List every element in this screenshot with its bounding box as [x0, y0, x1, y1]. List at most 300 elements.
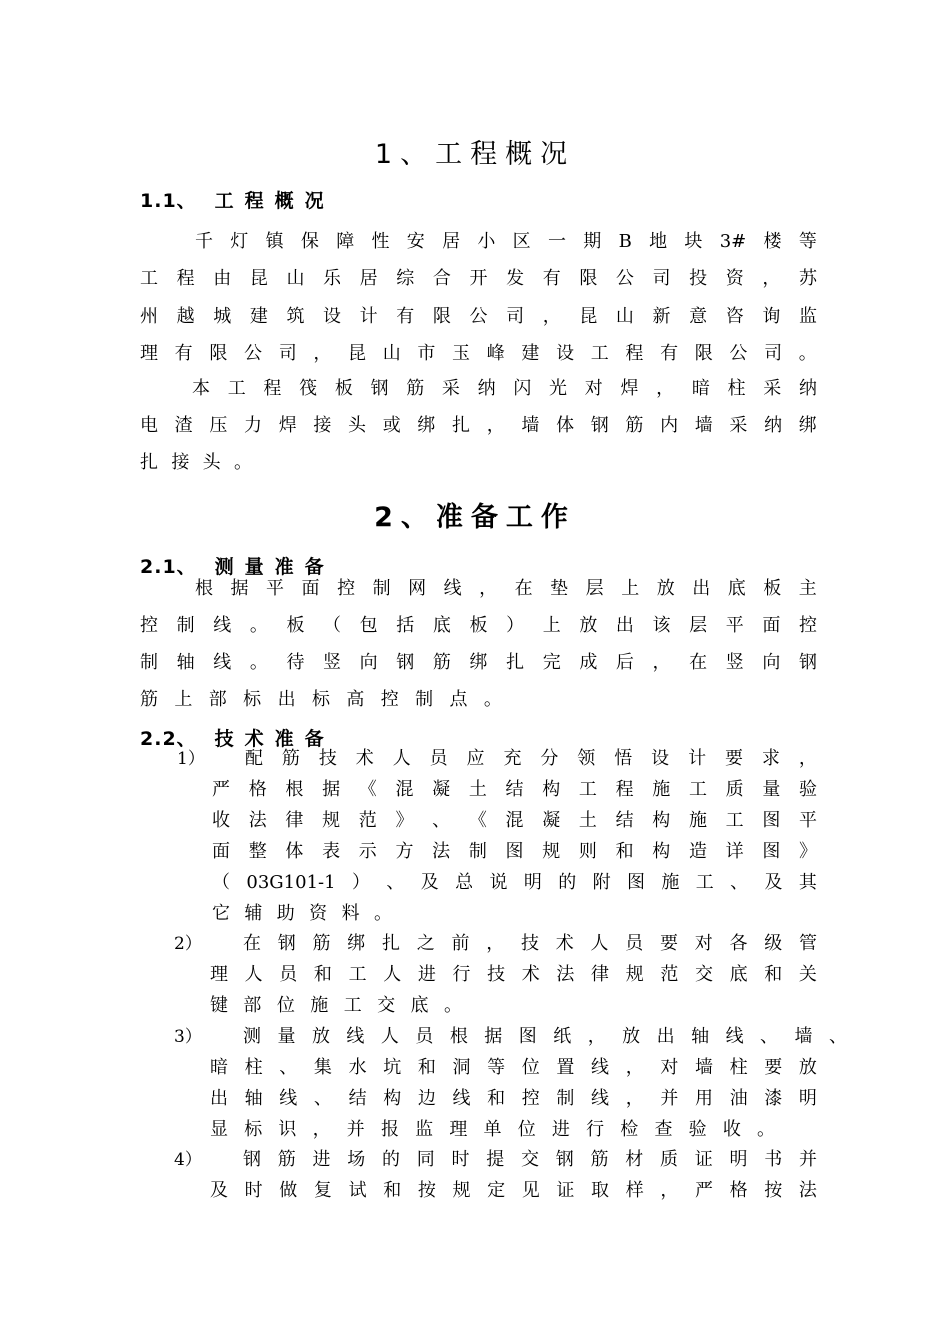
subsection-title: 测量准备 [214, 556, 335, 578]
glyph: 、 [730, 872, 749, 893]
glyph: 标 [244, 1119, 263, 1140]
glyph: ， [486, 933, 505, 954]
glyph: 平 [799, 810, 817, 831]
glyph: 设 [556, 343, 575, 364]
glyph: 严 [694, 1180, 713, 1201]
glyph: 坑 [383, 1057, 402, 1078]
glyph: 面 [212, 841, 230, 862]
glyph: 出 [615, 615, 634, 636]
subsection-title: 技术准备 [214, 728, 335, 750]
glyph: 法 [432, 841, 451, 862]
glyph: 规 [452, 1180, 471, 1201]
glyph: 及 [420, 872, 439, 893]
glyph: 司 [506, 306, 525, 327]
glyph: 理 [210, 964, 228, 985]
glyph: 对 [694, 933, 713, 954]
glyph: 和 [487, 1088, 506, 1109]
section-2-title: 2、准备工作 [374, 502, 576, 533]
glyph: 严 [212, 779, 230, 800]
glyph: 柱 [727, 378, 746, 399]
glyph: 交 [377, 995, 396, 1016]
glyph: 工 [578, 779, 597, 800]
glyph: 混 [395, 779, 414, 800]
item-3-line-3 [210, 1087, 817, 1111]
glyph: 控 [521, 1088, 540, 1109]
glyph: 术 [521, 964, 540, 985]
glyph: 检 [620, 1119, 639, 1140]
glyph: 凝 [432, 779, 451, 800]
glyph: ， [479, 578, 498, 599]
glyph: 方 [395, 841, 414, 862]
glyph: 由 [213, 268, 232, 289]
glyph: ， [656, 378, 675, 399]
glyph: 标 [311, 689, 330, 710]
glyph: 制 [140, 652, 158, 673]
item-2-marker: 2） [174, 934, 202, 954]
glyph: 明 [798, 1088, 817, 1109]
glyph: 单 [483, 1119, 502, 1140]
glyph: 附 [592, 872, 611, 893]
glyph: 线 [346, 1026, 365, 1047]
glyph: 集 [313, 1057, 332, 1078]
glyph: 垫 [550, 578, 569, 599]
glyph: 键 [210, 995, 228, 1016]
glyph: 有 [542, 268, 561, 289]
glyph: 新 [652, 306, 671, 327]
glyph: 量 [277, 1026, 296, 1047]
glyph: 区 [512, 231, 531, 252]
item-4-line-1 [243, 1148, 817, 1172]
glyph: 助 [276, 903, 295, 924]
glyph: 理 [140, 343, 158, 364]
glyph: 制 [372, 578, 391, 599]
glyph: 司 [764, 343, 783, 364]
glyph: 意 [689, 306, 708, 327]
item-4-line-2 [210, 1179, 817, 1203]
glyph: 障 [336, 231, 355, 252]
glyph: （ [212, 872, 230, 893]
glyph: ， [312, 1119, 331, 1140]
glyph: 书 [764, 1149, 783, 1170]
glyph: 纳 [477, 378, 496, 399]
glyph: 造 [688, 841, 707, 862]
glyph: 高 [346, 689, 365, 710]
glyph: 管 [799, 933, 817, 954]
glyph: 。 [373, 903, 392, 924]
glyph: 图 [626, 872, 645, 893]
glyph: 取 [591, 1180, 610, 1201]
glyph: 工 [348, 964, 367, 985]
glyph: 试 [348, 1180, 367, 1201]
glyph: 咨 [725, 306, 744, 327]
glyph: 有 [660, 343, 679, 364]
glyph: 线 [213, 615, 232, 636]
glyph: 凝 [542, 810, 561, 831]
glyph: 。 [249, 615, 268, 636]
glyph: 工 [695, 872, 714, 893]
glyph: 绑 [347, 933, 366, 954]
glyph: 3# [719, 231, 747, 252]
glyph: 板 [334, 378, 353, 399]
glyph: 漆 [764, 1088, 783, 1109]
glyph: 做 [279, 1180, 298, 1201]
glyph: 线 [725, 1026, 744, 1047]
glyph: 。 [249, 652, 268, 673]
item-1-line-6 [212, 902, 392, 926]
glyph: 制 [468, 841, 487, 862]
glyph: 底 [432, 615, 451, 636]
glyph: 构 [383, 1088, 402, 1109]
glyph: 接 [313, 415, 332, 436]
glyph: 术 [555, 933, 574, 954]
glyph: 昆 [249, 268, 268, 289]
glyph: 土 [468, 779, 487, 800]
glyph: 分 [540, 748, 559, 769]
glyph: 定 [487, 1180, 506, 1201]
glyph: 线 [452, 1088, 471, 1109]
glyph: 安 [406, 231, 425, 252]
glyph: 按 [417, 1180, 436, 1201]
glyph: 、 [313, 1088, 332, 1109]
glyph: 建 [249, 306, 268, 327]
glyph: 材 [625, 1149, 644, 1170]
glyph: 线 [443, 578, 462, 599]
glyph: 层 [585, 578, 604, 599]
glyph: 筏 [299, 378, 318, 399]
glyph: 前 [451, 933, 470, 954]
glyph: 施 [652, 779, 671, 800]
glyph: 法 [798, 1180, 817, 1201]
glyph: 规 [625, 964, 644, 985]
glyph: 筋 [312, 933, 331, 954]
glyph: 行 [452, 964, 471, 985]
glyph: 居 [442, 231, 461, 252]
glyph: 板 [469, 615, 488, 636]
glyph: 明 [523, 872, 542, 893]
glyph: 之 [416, 933, 435, 954]
glyph: 灯 [230, 231, 249, 252]
glyph: 苏 [798, 268, 817, 289]
glyph: 出 [656, 1026, 675, 1047]
glyph: 并 [799, 1149, 817, 1170]
glyph: 纸 [553, 1026, 572, 1047]
item-4-marker: 4） [174, 1150, 202, 1170]
glyph: 采 [763, 378, 782, 399]
glyph: 进 [312, 1149, 331, 1170]
glyph: 扎 [382, 933, 400, 954]
glyph: 控 [337, 578, 356, 599]
glyph: 程 [615, 779, 634, 800]
glyph: 证 [556, 1180, 575, 1201]
glyph: 放 [798, 1057, 817, 1078]
glyph: 块 [684, 231, 703, 252]
glyph: 收 [212, 810, 230, 831]
glyph: 在 [243, 933, 261, 954]
glyph: 该 [652, 615, 671, 636]
glyph: 施 [661, 872, 680, 893]
glyph: 范 [358, 810, 377, 831]
glyph: 一 [547, 231, 566, 252]
glyph: 根 [449, 1026, 468, 1047]
glyph: 放 [622, 1026, 641, 1047]
glyph: 在 [689, 652, 708, 673]
glyph: 工 [140, 268, 158, 289]
para1-line-4 [140, 342, 817, 366]
glyph: （ [323, 615, 342, 636]
glyph: 。 [798, 343, 817, 364]
glyph: 工 [688, 779, 707, 800]
para2-line-2 [140, 414, 817, 438]
glyph: 据 [322, 779, 341, 800]
glyph: 油 [729, 1088, 748, 1109]
glyph: 置 [556, 1057, 575, 1078]
glyph: 设 [323, 306, 342, 327]
glyph: 按 [764, 1180, 783, 1201]
glyph: 律 [285, 810, 304, 831]
glyph: 对 [584, 378, 603, 399]
glyph: 时 [451, 1149, 470, 1170]
glyph: 筋 [625, 415, 644, 436]
item-1-line-4 [212, 840, 817, 864]
glyph: 表 [322, 841, 341, 862]
glyph: 有 [396, 306, 415, 327]
glyph: 识 [278, 1119, 297, 1140]
glyph: 合 [432, 268, 451, 289]
glyph: 建 [521, 343, 540, 364]
glyph: 监 [415, 1119, 434, 1140]
glyph: 员 [429, 748, 448, 769]
glyph: 线 [591, 1057, 610, 1078]
glyph: 绑 [798, 415, 817, 436]
glyph: 构 [652, 810, 671, 831]
item-3-line-1 [243, 1025, 847, 1049]
glyph: 底 [727, 578, 746, 599]
glyph: 计 [359, 306, 378, 327]
glyph: 土 [578, 810, 597, 831]
glyph: 应 [466, 748, 485, 769]
glyph: 据 [484, 1026, 503, 1047]
glyph: 时 [244, 1180, 263, 1201]
glyph: 头 [202, 452, 221, 473]
glyph: 司 [278, 343, 297, 364]
glyph: 墙 [794, 1026, 813, 1047]
glyph: ， [587, 1026, 606, 1047]
glyph: 市 [417, 343, 436, 364]
glyph: 人 [590, 933, 609, 954]
glyph: 制 [415, 689, 434, 710]
glyph: 墙 [521, 415, 540, 436]
glyph: 钢 [590, 415, 609, 436]
glyph: 充 [503, 748, 522, 769]
glyph: 放 [311, 1026, 330, 1047]
glyph: 示 [358, 841, 377, 862]
glyph: 。 [443, 995, 462, 1016]
glyph: 构 [542, 779, 561, 800]
glyph: 人 [383, 964, 402, 985]
subsection-number: 1.1、 [140, 190, 197, 212]
glyph: 资 [309, 903, 328, 924]
glyph: 钢 [396, 652, 415, 673]
glyph: 明 [729, 1149, 748, 1170]
glyph: ， [313, 343, 332, 364]
glyph: 要 [764, 1057, 783, 1078]
glyph: 公 [469, 306, 488, 327]
survey-line-1 [195, 577, 817, 601]
glyph: 验 [799, 779, 817, 800]
glyph: ， [625, 1057, 644, 1078]
glyph: 钢 [555, 1149, 574, 1170]
glyph: 结 [348, 1088, 367, 1109]
glyph: ， [486, 415, 505, 436]
glyph: 《 [358, 779, 377, 800]
glyph: 。 [483, 689, 502, 710]
glyph: 位 [276, 995, 295, 1016]
glyph: 资 [725, 268, 744, 289]
glyph: 平 [266, 578, 285, 599]
glyph: 扎 [506, 652, 525, 673]
glyph: 的 [382, 1149, 400, 1170]
item-1-line-3 [212, 809, 817, 833]
glyph: 显 [210, 1119, 228, 1140]
subsection-2-1-heading [140, 552, 335, 579]
glyph: 州 [140, 306, 158, 327]
glyph: 待 [286, 652, 305, 673]
item-1-line-5 [212, 871, 817, 895]
glyph: 综 [396, 268, 415, 289]
item-1-marker: 1） [177, 749, 205, 769]
section-1-title: 1、工程概况 [374, 139, 576, 170]
glyph: 电 [140, 415, 158, 436]
glyph: 技 [487, 964, 506, 985]
glyph: 根 [285, 779, 304, 800]
glyph: 轴 [244, 1088, 263, 1109]
glyph: 完 [542, 652, 561, 673]
glyph: 面 [762, 615, 781, 636]
survey-line-4 [140, 688, 502, 712]
glyph: 》 [395, 810, 414, 831]
glyph: ， [652, 652, 671, 673]
glyph: 技 [521, 933, 539, 954]
glyph: 放 [656, 578, 675, 599]
glyph: 层 [689, 615, 708, 636]
glyph: 程 [263, 378, 282, 399]
glyph: 范 [660, 964, 679, 985]
glyph: 程 [625, 343, 644, 364]
glyph: 玉 [452, 343, 471, 364]
glyph: 和 [615, 841, 634, 862]
glyph: 规 [542, 841, 561, 862]
subsection-number: 2.1、 [140, 556, 197, 578]
glyph: 纳 [764, 415, 783, 436]
glyph: 人 [244, 964, 263, 985]
glyph: 力 [244, 415, 263, 436]
glyph: 钢 [243, 1149, 261, 1170]
glyph: 部 [208, 689, 227, 710]
glyph: 结 [505, 779, 524, 800]
glyph: 的 [558, 872, 577, 893]
glyph: 竖 [323, 652, 342, 673]
glyph: 主 [798, 578, 817, 599]
glyph: 本 [192, 378, 210, 399]
glyph: ， [625, 1088, 644, 1109]
glyph: 《 [468, 810, 487, 831]
glyph: 场 [347, 1149, 366, 1170]
glyph: 开 [469, 268, 488, 289]
glyph: 求 [761, 748, 780, 769]
para2-line-1 [192, 377, 817, 401]
glyph: 扎 [452, 415, 471, 436]
glyph: 筋 [281, 748, 300, 769]
survey-line-2 [140, 614, 817, 638]
glyph: 施 [688, 810, 707, 831]
glyph: 规 [322, 810, 341, 831]
glyph: 详 [725, 841, 744, 862]
glyph: 和 [383, 1180, 402, 1201]
glyph: 绑 [417, 415, 436, 436]
glyph: 山 [382, 343, 401, 364]
glyph: 有 [174, 343, 193, 364]
glyph: 、 [760, 1026, 779, 1047]
glyph: 提 [486, 1149, 505, 1170]
glyph: 头 [348, 415, 367, 436]
glyph: 筋 [590, 1149, 609, 1170]
glyph: 位 [517, 1119, 536, 1140]
glyph: 山 [615, 306, 634, 327]
glyph: 板 [286, 615, 305, 636]
item-1-line-1 [245, 747, 817, 771]
glyph: 对 [660, 1057, 679, 1078]
glyph: 渣 [174, 415, 193, 436]
glyph: 括 [396, 615, 415, 636]
item-3-line-4 [210, 1118, 775, 1142]
glyph: 压 [209, 415, 228, 436]
para1-line-1 [195, 230, 817, 254]
glyph: 制 [556, 1088, 575, 1109]
glyph: 各 [729, 933, 748, 954]
glyph: 技 [318, 748, 337, 769]
glyph: 墙 [694, 415, 713, 436]
glyph: 人 [392, 748, 411, 769]
glyph: 辅 [244, 903, 263, 924]
glyph: 见 [521, 1180, 540, 1201]
glyph: 性 [371, 231, 390, 252]
item-3-line-2 [210, 1056, 817, 1080]
glyph: 工 [343, 995, 362, 1016]
glyph: 在 [514, 578, 533, 599]
glyph: 和 [417, 1057, 436, 1078]
glyph: 整 [248, 841, 267, 862]
glyph: 暗 [210, 1057, 228, 1078]
glyph: 焊 [278, 415, 297, 436]
glyph: 关 [798, 964, 817, 985]
glyph: ， [798, 748, 817, 769]
glyph: 上 [542, 615, 561, 636]
glyph: 样 [625, 1180, 644, 1201]
para2-line-3 [140, 451, 252, 475]
glyph: 昆 [348, 343, 367, 364]
glyph: 质 [660, 1149, 678, 1170]
glyph: 控 [380, 689, 399, 710]
glyph: 法 [248, 810, 267, 831]
glyph: 它 [212, 903, 230, 924]
glyph: 暗 [691, 378, 710, 399]
glyph: ， [542, 306, 561, 327]
glyph: 向 [762, 652, 781, 673]
glyph: 接 [171, 452, 190, 473]
item-1-line-2 [212, 778, 817, 802]
glyph: 筋 [432, 652, 451, 673]
glyph: 城 [213, 306, 232, 327]
